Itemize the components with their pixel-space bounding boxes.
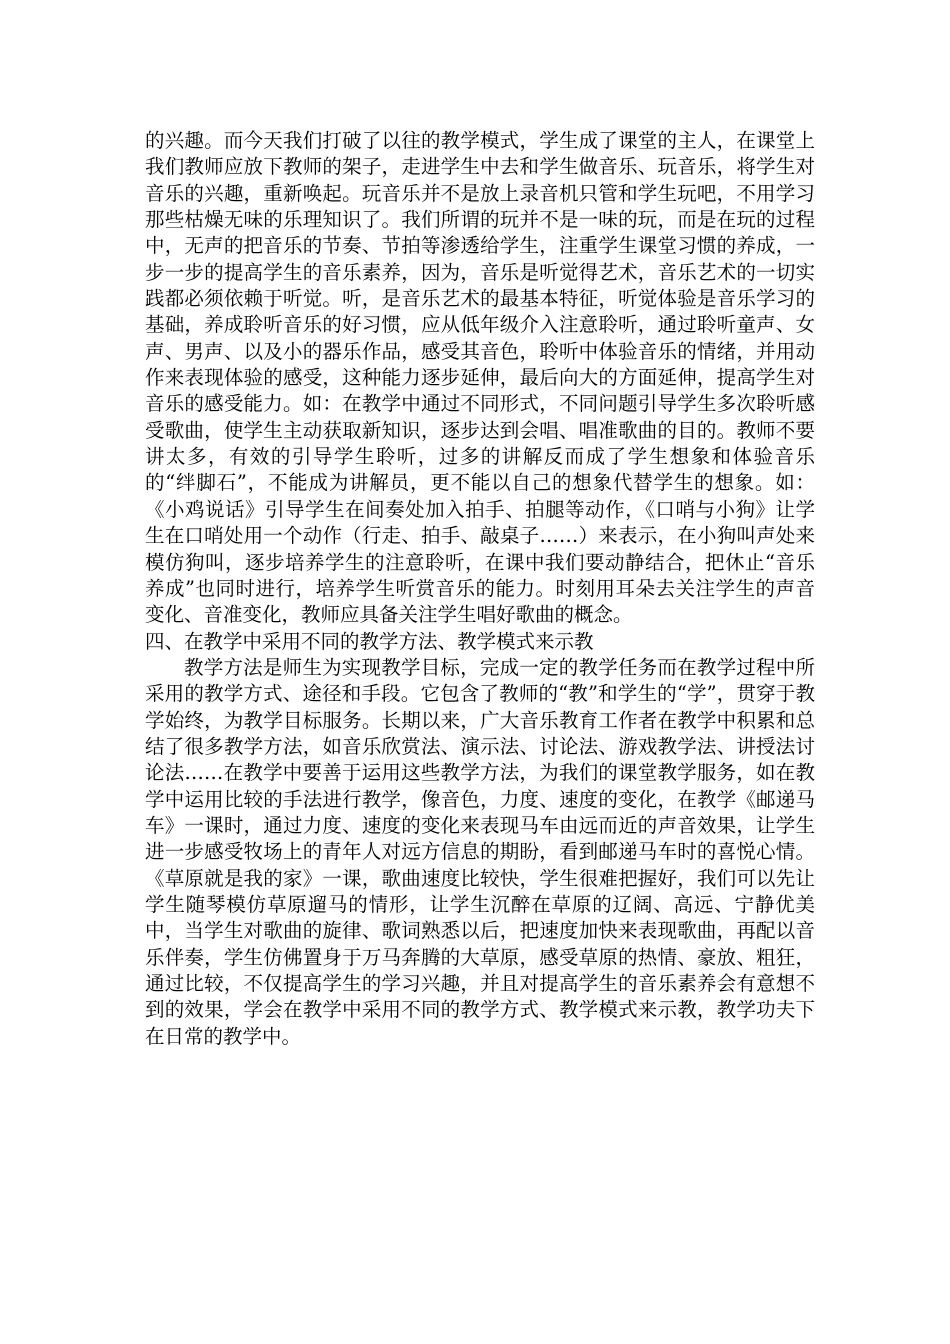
paragraph-teaching-methods: 教学方法是师生为实现教学目标，完成一定的教学任务而在教学过程中所采用的教学方式、途径和手段。它包含了教师的“教”和学生的“学”，贯穿于教学始终，为教学目标服务。长期以来，广大音乐教育工作者在教学中积累和总结了很多教学方法，如音乐欣赏法、演示法、讨论法、游戏教学法、讲授法讨论法……在教学中要善于运用这些教学方法，为我们的课堂教学服务，如在教学中运用比较的手法进行教学，像音色，力度、速度的变化，在教学《邮递马车》一课时，通过力度、速度的变化来表现马车由远而近的声音效果，让学生进一步感受牧场上的青年人对远方信息的期盼，看到邮递马车时的喜悦心情。《草原就是我的家》一课，歌曲速度比较快，学生很难把握好，我们可以先让学生随琴模仿草原遛马的情形，让学生沉醉在草原的辽阔、高远、宁静优美中，当学生对歌曲的旋律、歌词熟悉以后，把速度加快来表现歌曲，再配以音乐伴奏，学生仿佛置身于万马奔腾的大草原，感受草原的热情、豪放、粗狂，通过比较，不仅提高学生的学习兴趣，并且对提高学生的音乐素养会有意想不到的效果，学会在教学中采用不同的教学方式、教学模式来示教，教学功夫下在日常的教学中。 [145, 655, 815, 1048]
paragraph-continuation: 的兴趣。而今天我们打破了以往的教学模式，学生成了课堂的主人，在课堂上我们教师应放下教师的架子，走进学生中去和学生做音乐、玩音乐，将学生对音乐的兴趣，重新唤起。玩音乐并不是放上录音机只管和学生玩吧，不用学习那些枯燥无味的乐理知识了。我们所谓的玩并不是一味的玩，而是在玩的过程中，无声的把音乐的节奏、节拍等渗透给学生，注重学生课堂习惯的养成，一步一步的提高学生的音乐素养，因为，音乐是听觉得艺术，音乐艺术的一切实践都必须依赖于听觉。听，是音乐艺术的最基本特征，听觉体验是音乐学习的基础，养成聆听音乐的好习惯，应从低年级介入注意聆听，通过聆听童声、女声、男声、以及小的器乐作品，感受其音色，聆听中体验音乐的情绪，并用动作来表现体验的感受，这种能力逐步延伸，最后向大的方面延伸，提高学生对音乐的感受能力。如：在教学中通过不同形式，不同问题引导学生多次聆听感受歌曲，使学生主动获取新知识，逐步达到会唱、唱准歌曲的目的。教师不要讲太多，有效的引导学生聆听，过多的讲解反而成了学生想象和体验音乐的“绊脚石”，不能成为讲解员，更不能以自己的想象代替学生的想象。如：《小鸡说话》引导学生在间奏处加入拍手、拍腿等动作，《口哨与小狗》让学生在口哨处用一个动作（行走、拍手、敲桌子……）来表示，在小狗叫声处来模仿狗叫，逐步培养学生的注意聆听，在课中我们要动静结合，把休止“音乐养成”也同时进行，培养学生听赏音乐的能力。时刻用耳朵去关注学生的声音变化、音准变化，教师应具备关注学生唱好歌曲的概念。 [145, 129, 815, 627]
document-body [145, 128, 815, 1050]
section-heading: 四、在教学中采用不同的教学方法、教学模式来示教 [145, 629, 594, 653]
